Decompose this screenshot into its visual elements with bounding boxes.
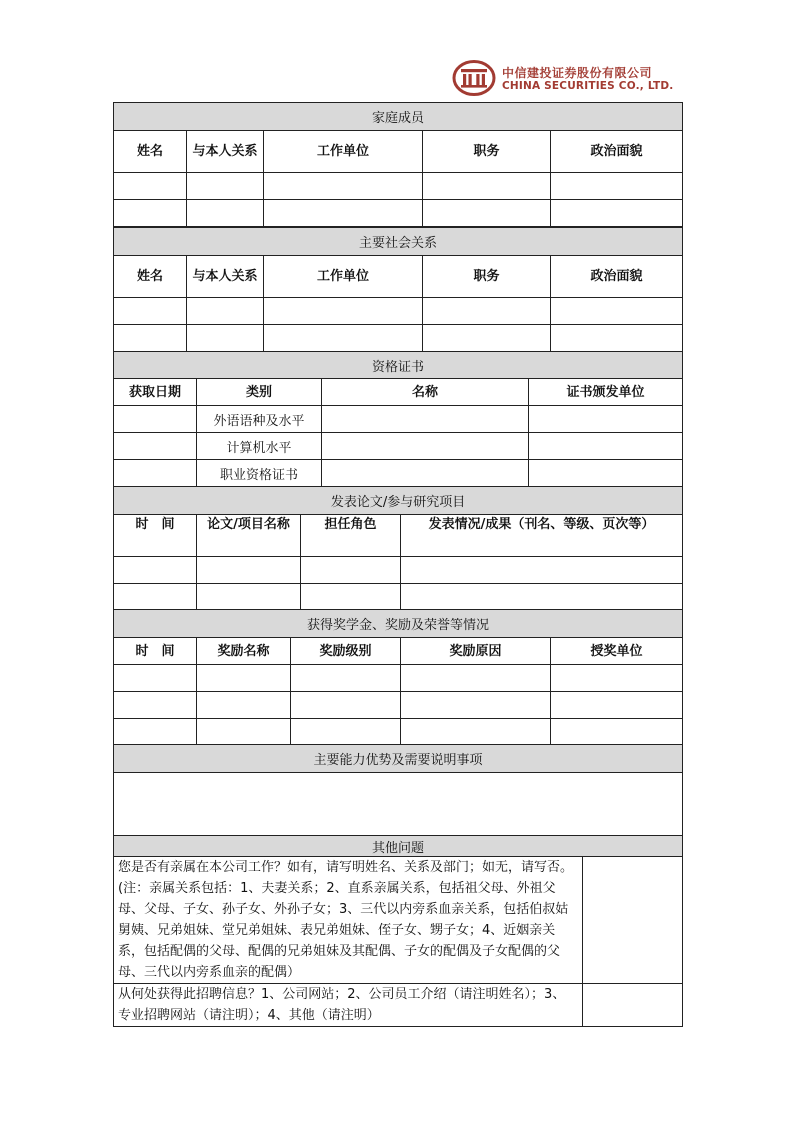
input-cell[interactable]: [529, 406, 683, 433]
input-cell[interactable]: [551, 298, 683, 325]
table-row: [114, 719, 683, 746]
input-cell[interactable]: [551, 719, 683, 746]
input-cell[interactable]: [197, 557, 301, 584]
family-header-name: 姓名: [114, 131, 187, 173]
table-row: [114, 406, 683, 433]
input-cell[interactable]: [301, 557, 401, 584]
cert-header-category: 类别: [197, 379, 322, 406]
awards-header-reason: 奖励原因: [401, 638, 551, 665]
family-section-title: 家庭成员: [114, 103, 683, 131]
table-row: [114, 692, 683, 719]
citic-logo-icon: [452, 60, 496, 96]
input-cell[interactable]: [114, 173, 187, 200]
papers-table: [113, 486, 683, 611]
input-cell[interactable]: [322, 460, 529, 487]
input-cell[interactable]: [291, 719, 401, 746]
input-cell[interactable]: [551, 200, 683, 227]
social-relations-table: [113, 227, 683, 352]
awards-header-name: 奖励名称: [197, 638, 291, 665]
family-header-relation: 与本人关系: [187, 131, 264, 173]
input-cell[interactable]: [114, 460, 197, 487]
table-row: [114, 298, 683, 325]
company-logo: [452, 60, 674, 98]
cert-header-issuer: 证书颁发单位: [529, 379, 683, 406]
papers-header-role: 担任角色: [301, 515, 401, 557]
input-cell[interactable]: [187, 298, 264, 325]
input-cell[interactable]: [264, 325, 423, 352]
ability-table: [113, 744, 683, 836]
company-name-en: CHINA SECURITIES CO., LTD.: [502, 80, 674, 92]
source-answer-cell[interactable]: [583, 984, 683, 1027]
input-cell[interactable]: [291, 692, 401, 719]
input-cell[interactable]: [114, 406, 197, 433]
ability-section-title: 主要能力优势及需要说明事项: [114, 745, 683, 773]
other-questions-table: [113, 835, 683, 1027]
papers-section-title: 发表论文/参与研究项目: [114, 487, 683, 515]
input-cell[interactable]: [114, 692, 197, 719]
cert-category-professional: 职业资格证书: [197, 460, 322, 487]
input-cell[interactable]: [423, 325, 551, 352]
input-cell[interactable]: [187, 173, 264, 200]
input-cell[interactable]: [551, 692, 683, 719]
input-cell[interactable]: [187, 325, 264, 352]
table-row: [114, 173, 683, 200]
table-row: [114, 325, 683, 352]
family-header-political: 政治面貌: [551, 131, 683, 173]
input-cell[interactable]: [114, 200, 187, 227]
input-cell[interactable]: [264, 173, 423, 200]
social-header-political: 政治面貌: [551, 256, 683, 298]
papers-header-result: 发表情况/成果（刊名、等级、页次等）: [401, 515, 683, 557]
input-cell[interactable]: [551, 173, 683, 200]
family-header-position: 职务: [423, 131, 551, 173]
source-question: 从何处获得此招聘信息？1、公司网站；2、公司员工介绍（请注明姓名）；3、专业招聘网站（请注明）；4、其他（请注明）: [114, 984, 583, 1027]
input-cell[interactable]: [114, 433, 197, 460]
table-row: [114, 200, 683, 227]
input-cell[interactable]: [423, 200, 551, 227]
table-row: [114, 557, 683, 584]
table-row: [114, 584, 683, 611]
input-cell[interactable]: [551, 665, 683, 692]
input-cell[interactable]: [401, 665, 551, 692]
awards-section-title: 获得奖学金、奖励及荣誉等情况: [114, 610, 683, 638]
company-name-cn: 中信建投证券股份有限公司: [502, 66, 653, 80]
input-cell[interactable]: [114, 584, 197, 611]
relatives-answer-cell[interactable]: [583, 857, 683, 984]
input-cell[interactable]: [264, 298, 423, 325]
input-cell[interactable]: [423, 298, 551, 325]
cert-category-language: 外语语种及水平: [197, 406, 322, 433]
social-section-title: 主要社会关系: [114, 228, 683, 256]
table-row: [114, 665, 683, 692]
family-header-workplace: 工作单位: [264, 131, 423, 173]
social-header-position: 职务: [423, 256, 551, 298]
input-cell[interactable]: [114, 665, 197, 692]
relatives-question: 您是否有亲属在本公司工作？如有，请写明姓名、关系及部门；如无，请写否。(注：亲属关系包括：1、夫妻关系；2、直系亲属关系，包括祖父母、外祖父母、父母、子女、孙子女、外孙子女；3、三代以内旁系血亲关系，包括伯叔姑舅姨、兄弟姐妹、堂兄弟姐妹、表兄弟姐妹、侄子女、甥子女；4、近姻亲关系，包括配偶的父母、配偶的兄弟姐妹及其配偶、子女的配偶及子女配偶的父母、三代以内旁系血亲的配偶）: [114, 857, 583, 984]
input-cell[interactable]: [114, 325, 187, 352]
input-cell[interactable]: [423, 173, 551, 200]
input-cell[interactable]: [322, 433, 529, 460]
ability-input-area[interactable]: [114, 773, 683, 836]
input-cell[interactable]: [197, 719, 291, 746]
social-header-name: 姓名: [114, 256, 187, 298]
cert-header-date: 获取日期: [114, 379, 197, 406]
input-cell[interactable]: [401, 584, 683, 611]
input-cell[interactable]: [264, 200, 423, 227]
social-header-workplace: 工作单位: [264, 256, 423, 298]
input-cell[interactable]: [197, 665, 291, 692]
awards-table: [113, 609, 683, 746]
input-cell[interactable]: [529, 433, 683, 460]
awards-header-time: 时 间: [114, 638, 197, 665]
input-cell[interactable]: [197, 584, 301, 611]
social-header-relation: 与本人关系: [187, 256, 264, 298]
input-cell[interactable]: [291, 665, 401, 692]
family-members-table: [113, 102, 683, 227]
input-cell[interactable]: [401, 557, 683, 584]
input-cell[interactable]: [197, 692, 291, 719]
input-cell[interactable]: [301, 584, 401, 611]
input-cell[interactable]: [114, 557, 197, 584]
papers-header-time: 时 间: [114, 515, 197, 557]
other-section-title: 其他问题: [114, 836, 683, 857]
input-cell[interactable]: [187, 200, 264, 227]
papers-header-title: 论文/项目名称: [197, 515, 301, 557]
input-cell[interactable]: [114, 719, 197, 746]
input-cell[interactable]: [529, 460, 683, 487]
input-cell[interactable]: [322, 406, 529, 433]
awards-header-issuer: 授奖单位: [551, 638, 683, 665]
input-cell[interactable]: [114, 298, 187, 325]
table-row: [114, 460, 683, 487]
awards-header-level: 奖励级别: [291, 638, 401, 665]
cert-section-title: 资格证书: [114, 352, 683, 379]
cert-header-name: 名称: [322, 379, 529, 406]
input-cell[interactable]: [401, 692, 551, 719]
input-cell[interactable]: [551, 325, 683, 352]
cert-category-computer: 计算机水平: [197, 433, 322, 460]
table-row: [114, 433, 683, 460]
certificates-table: [113, 351, 683, 487]
input-cell[interactable]: [401, 719, 551, 746]
